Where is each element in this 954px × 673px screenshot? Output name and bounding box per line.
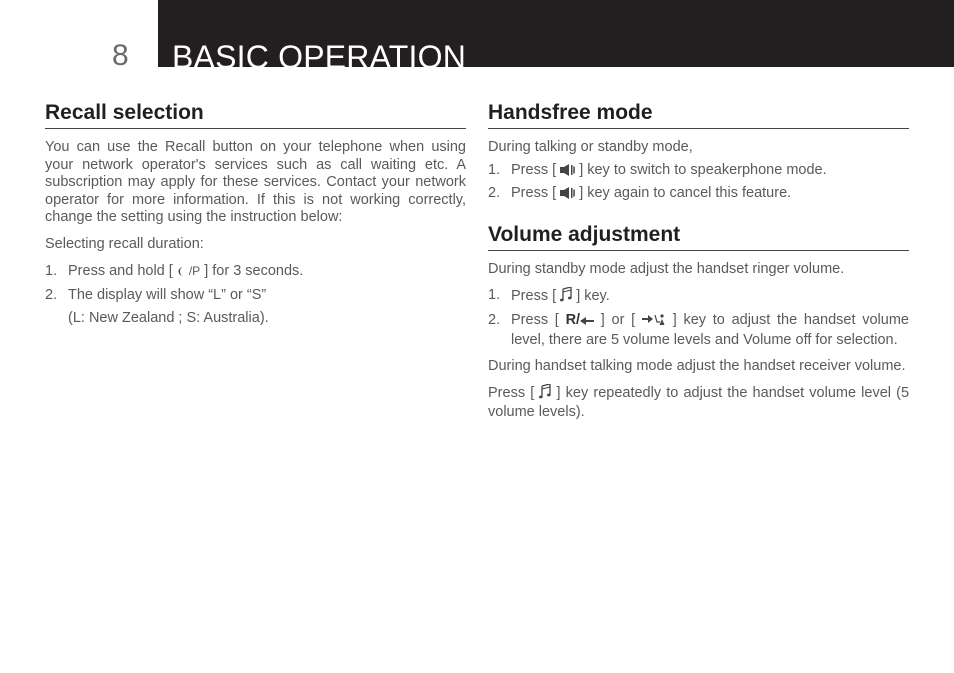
- music-note-icon: [539, 384, 551, 405]
- volume-steps: [488, 287, 909, 349]
- page-number: 8: [112, 39, 129, 72]
- handsfree-steps: [488, 162, 909, 205]
- list-item: 1. Press [ ] key to switch to speakerphone mode.: [488, 162, 909, 182]
- recall-intro: You can use the Recall button on your telephone when using your network operator's services such as call waiting etc. A subscription may apply for these services. Contact your network operator for more information. If this is not working correctly, change the setting using the instruction below:: [45, 139, 466, 226]
- recall-section: [45, 100, 466, 327]
- list-item: 2. The display will show “L” or “S”: [45, 287, 267, 304]
- volume-para-3: Press [ ] key repeatedly to adjust the handset volume level (5 volume levels).: [488, 384, 910, 421]
- flash-icon: [177, 265, 189, 283]
- arrow-right-contacts-icon: [642, 313, 666, 332]
- handsfree-section: [488, 100, 909, 422]
- list-item: 2. Press [ R/ ] or [ ] key to adjust the handset volume level, there are 5 volume levels and Volume off for selection.: [488, 311, 909, 348]
- volume-heading: Volume adjustment: [488, 222, 909, 251]
- volume-intro: During standby mode adjust the handset ringer volume.: [488, 260, 845, 277]
- recall-steps: [45, 263, 466, 328]
- list-item: 1. Press [ ] key.: [488, 287, 909, 308]
- recall-sub-intro: Selecting recall duration:: [45, 235, 204, 252]
- music-note-icon: [560, 287, 572, 308]
- list-item: 1. Press and hold [ /P ] for 3 seconds.: [45, 263, 466, 283]
- page-title: BASIC OPERATION: [172, 39, 467, 67]
- handsfree-intro: During talking or standby mode,: [488, 139, 693, 155]
- arrow-left-icon: [580, 314, 594, 332]
- header-bar: [158, 0, 954, 67]
- volume-para-2: During handset talking mode adjust the handset receiver volume.: [488, 358, 906, 375]
- speaker-icon: [560, 187, 575, 205]
- speaker-icon: [560, 164, 575, 182]
- recall-heading: Recall selection: [45, 100, 466, 129]
- list-item: 2. Press [ ] key again to cancel this feature.: [488, 185, 909, 205]
- handsfree-heading: Handsfree mode: [488, 100, 909, 129]
- list-item-note: (L: New Zealand ; S: Australia).: [68, 309, 269, 326]
